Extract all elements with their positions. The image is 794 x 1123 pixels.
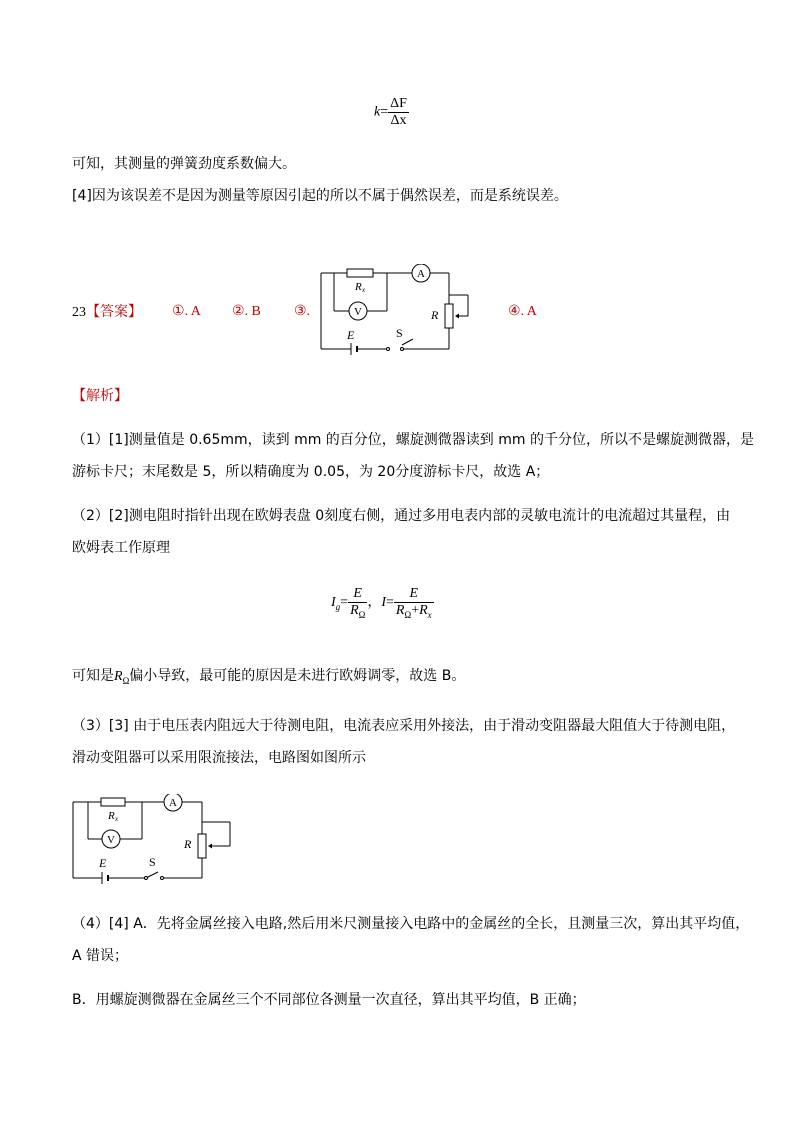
para2-line2: 欧姆表工作原理 bbox=[72, 540, 170, 556]
ig-eq: = bbox=[340, 595, 349, 611]
answer-tag: 【答案】 bbox=[86, 304, 142, 320]
ig-num: E bbox=[353, 586, 362, 601]
rheostat-label-2: R bbox=[184, 837, 192, 851]
answer-3: ③. bbox=[294, 304, 311, 319]
para2-line1: （2）[2]测电阻时指针出现在欧姆表盘 0刻度右侧，通过多用电表内部的灵敏电流计的电流超过其量程，由 bbox=[72, 508, 731, 524]
ammeter-label-2: A bbox=[169, 797, 177, 809]
formula-lhs: k bbox=[374, 104, 381, 120]
formula-spring-constant bbox=[374, 96, 409, 129]
formula-eq: = bbox=[380, 104, 389, 120]
para1-line1: （1）[1]测量值是 0.65mm，读到 mm 的百分位，螺旋测微器读到 mm 的千分位，所以不是螺旋测微器，是 bbox=[72, 432, 754, 448]
line-conclusion: 可知，其测量的弹簧劲度系数偏大。 bbox=[72, 156, 296, 172]
circuit-diagram-answer bbox=[316, 264, 476, 360]
answer-1: ①. A bbox=[172, 304, 201, 319]
rx-label: R bbox=[355, 281, 362, 293]
ammeter-label: A bbox=[417, 268, 425, 280]
formula-den: Δx bbox=[388, 112, 409, 129]
para4-line2: A 错误； bbox=[72, 948, 129, 964]
rheostat-label: R bbox=[431, 308, 439, 322]
line-error-type: [4]因为该误差不是因为测量等原因引起的所以不属于偶然误差，而是系统误差。 bbox=[72, 188, 568, 204]
formula-ohmmeter bbox=[331, 586, 434, 620]
circuit-diagram-analysis bbox=[68, 794, 238, 886]
answer-2: ②. B bbox=[232, 304, 261, 319]
rx-subscript-2: x bbox=[115, 815, 119, 823]
para1-line2: 游标卡尺；末尾数是 5，所以精确度为 0.05，为 20分度游标卡尺，故选 A； bbox=[72, 464, 550, 480]
ig-i: I bbox=[331, 595, 336, 611]
answer-row bbox=[72, 302, 142, 323]
rx-subscript: x bbox=[362, 286, 366, 294]
i-num: E bbox=[409, 586, 419, 601]
para2-line3: 可知是$R_\Omega$偏小导致，最可能的原因是未进行欧姆调零，故选 B。 bbox=[72, 668, 466, 686]
rx-label-2: R bbox=[108, 810, 115, 822]
answer-4: ④. A bbox=[508, 304, 537, 319]
formula-sep: ， bbox=[367, 595, 382, 611]
para5-line1: B．用螺旋测微器在金属丝三个不同部位各测量一次直径，算出其平均值，B 正确； bbox=[72, 992, 586, 1008]
emf-label: E bbox=[347, 328, 355, 342]
ig-fraction bbox=[348, 586, 367, 620]
i-den: $R_\Omega+R_x$ bbox=[395, 603, 432, 620]
formula-fraction bbox=[388, 96, 409, 129]
voltmeter-label: V bbox=[354, 306, 362, 318]
emf-label-2: E bbox=[99, 856, 107, 870]
question-number: 23 bbox=[72, 305, 86, 320]
formula-num: ΔF bbox=[390, 96, 407, 111]
i-fraction bbox=[394, 586, 434, 620]
analysis-tag: 【解析】 bbox=[72, 388, 128, 404]
para4-line1: （4）[4] A．先将金属丝接入电路,然后用米尺测量接入电路中的金属丝的全长，且测量三次，算出其平均值， bbox=[72, 916, 750, 932]
para3-line1: （3）[3] 由于电压表内阻远大于待测电阻，电流表应采用外接法，由于滑动变阻器最大阻值大于待测电阻， bbox=[72, 718, 736, 734]
ig-sub: g bbox=[335, 601, 341, 612]
switch-label: S bbox=[396, 326, 403, 340]
voltmeter-label-2: V bbox=[107, 834, 115, 846]
i-eq: = bbox=[386, 595, 394, 611]
ig-den: $R_\Omega$ bbox=[350, 603, 366, 620]
para3-line2: 滑动变阻器可以采用限流接法，电路图如图所示 bbox=[72, 750, 366, 766]
i-var: I bbox=[381, 595, 387, 611]
switch-label-2: S bbox=[149, 855, 156, 869]
